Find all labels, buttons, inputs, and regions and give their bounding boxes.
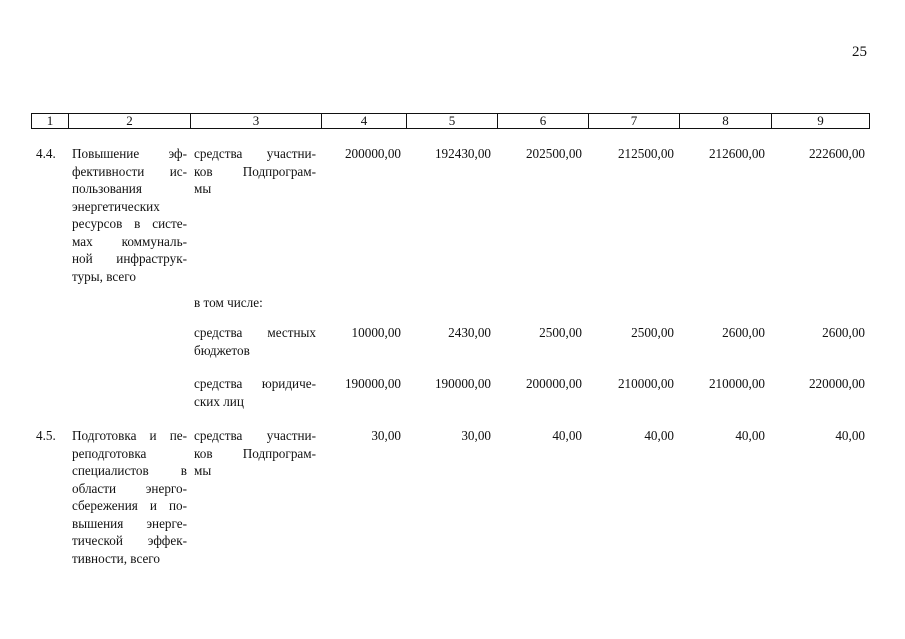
value-col7: 40,00 bbox=[644, 428, 674, 443]
page-number: 25 bbox=[852, 44, 867, 60]
header-cell-8: 8 bbox=[680, 114, 772, 129]
funding-source-line: мы bbox=[194, 181, 212, 196]
row-name-line: Подготовка и пе- bbox=[72, 428, 187, 443]
subtotal-caption: в том числе: bbox=[194, 295, 263, 310]
row-name-line: тивности, всего bbox=[72, 550, 160, 566]
header-cell-3: 3 bbox=[191, 114, 322, 129]
row-name-line: реподготовка bbox=[72, 445, 147, 461]
funding-source bbox=[194, 324, 316, 359]
funding-source-line: ков Подпрограм- bbox=[194, 163, 316, 179]
row-name-line: тической эффек- bbox=[72, 533, 187, 548]
funding-source-line: средства местных bbox=[194, 325, 316, 340]
value-col9: 222600,00 bbox=[808, 146, 865, 161]
value-col6: 200000,00 bbox=[525, 376, 582, 391]
row-number: 4.5. bbox=[36, 428, 56, 443]
row-name-line: ресурсов в систе- bbox=[72, 216, 187, 231]
value-col5: 192430,00 bbox=[434, 146, 491, 161]
value-col4: 30,00 bbox=[371, 428, 401, 443]
funding-source bbox=[194, 375, 316, 410]
row-name-line: сбережения и по- bbox=[72, 498, 187, 513]
value-col8: 2600,00 bbox=[722, 325, 765, 340]
value-col7: 210000,00 bbox=[617, 376, 674, 391]
row-name-line: фективности ис- bbox=[72, 163, 187, 179]
row-name-line: специалистов в bbox=[72, 463, 187, 478]
row-name bbox=[72, 145, 187, 285]
value-col9: 40,00 bbox=[835, 428, 865, 443]
funding-source bbox=[194, 427, 316, 480]
value-col4: 190000,00 bbox=[344, 376, 401, 391]
row-name-line: области энерго- bbox=[72, 480, 187, 496]
funding-source-line: средства юридиче- bbox=[194, 376, 316, 391]
row-name-line: мах коммуналь- bbox=[72, 233, 187, 249]
row-name-line: туры, всего bbox=[72, 268, 136, 284]
header-cell-5: 5 bbox=[407, 114, 498, 129]
value-col8: 210000,00 bbox=[708, 376, 765, 391]
funding-source-line: ских лиц bbox=[194, 393, 244, 409]
row-name-line: вышения энерге- bbox=[72, 515, 187, 531]
value-col8: 40,00 bbox=[735, 428, 765, 443]
column-number-header bbox=[31, 113, 870, 129]
funding-source-line: мы bbox=[194, 463, 212, 478]
funding-source-line: бюджетов bbox=[194, 342, 250, 358]
funding-source bbox=[194, 145, 316, 198]
value-col9: 2600,00 bbox=[822, 325, 865, 340]
value-col6: 40,00 bbox=[552, 428, 582, 443]
value-col9: 220000,00 bbox=[808, 376, 865, 391]
value-col6: 202500,00 bbox=[525, 146, 582, 161]
value-col7: 212500,00 bbox=[617, 146, 674, 161]
header-cell-6: 6 bbox=[498, 114, 589, 129]
funding-source-line: ков Подпрограм- bbox=[194, 445, 316, 461]
value-col4: 10000,00 bbox=[351, 325, 401, 340]
row-name-line: энергетических bbox=[72, 198, 160, 214]
row-name-line: ной инфраструк- bbox=[72, 251, 187, 266]
value-col8: 212600,00 bbox=[708, 146, 765, 161]
header-cell-1: 1 bbox=[32, 114, 69, 129]
row-number: 4.4. bbox=[36, 146, 56, 161]
value-col7: 2500,00 bbox=[631, 325, 674, 340]
value-col5: 190000,00 bbox=[434, 376, 491, 391]
value-col5: 30,00 bbox=[461, 428, 491, 443]
funding-source-line: средства участни- bbox=[194, 428, 316, 443]
funding-source-line: средства участни- bbox=[194, 146, 316, 161]
value-col5: 2430,00 bbox=[448, 325, 491, 340]
header-cell-9: 9 bbox=[772, 114, 870, 129]
row-name-line: Повышение эф- bbox=[72, 146, 187, 161]
row-name-line: пользования bbox=[72, 181, 142, 196]
header-cell-2: 2 bbox=[69, 114, 191, 129]
header-cell-7: 7 bbox=[589, 114, 680, 129]
row-name bbox=[72, 427, 187, 567]
header-cell-4: 4 bbox=[322, 114, 407, 129]
value-col4: 200000,00 bbox=[344, 146, 401, 161]
value-col6: 2500,00 bbox=[539, 325, 582, 340]
